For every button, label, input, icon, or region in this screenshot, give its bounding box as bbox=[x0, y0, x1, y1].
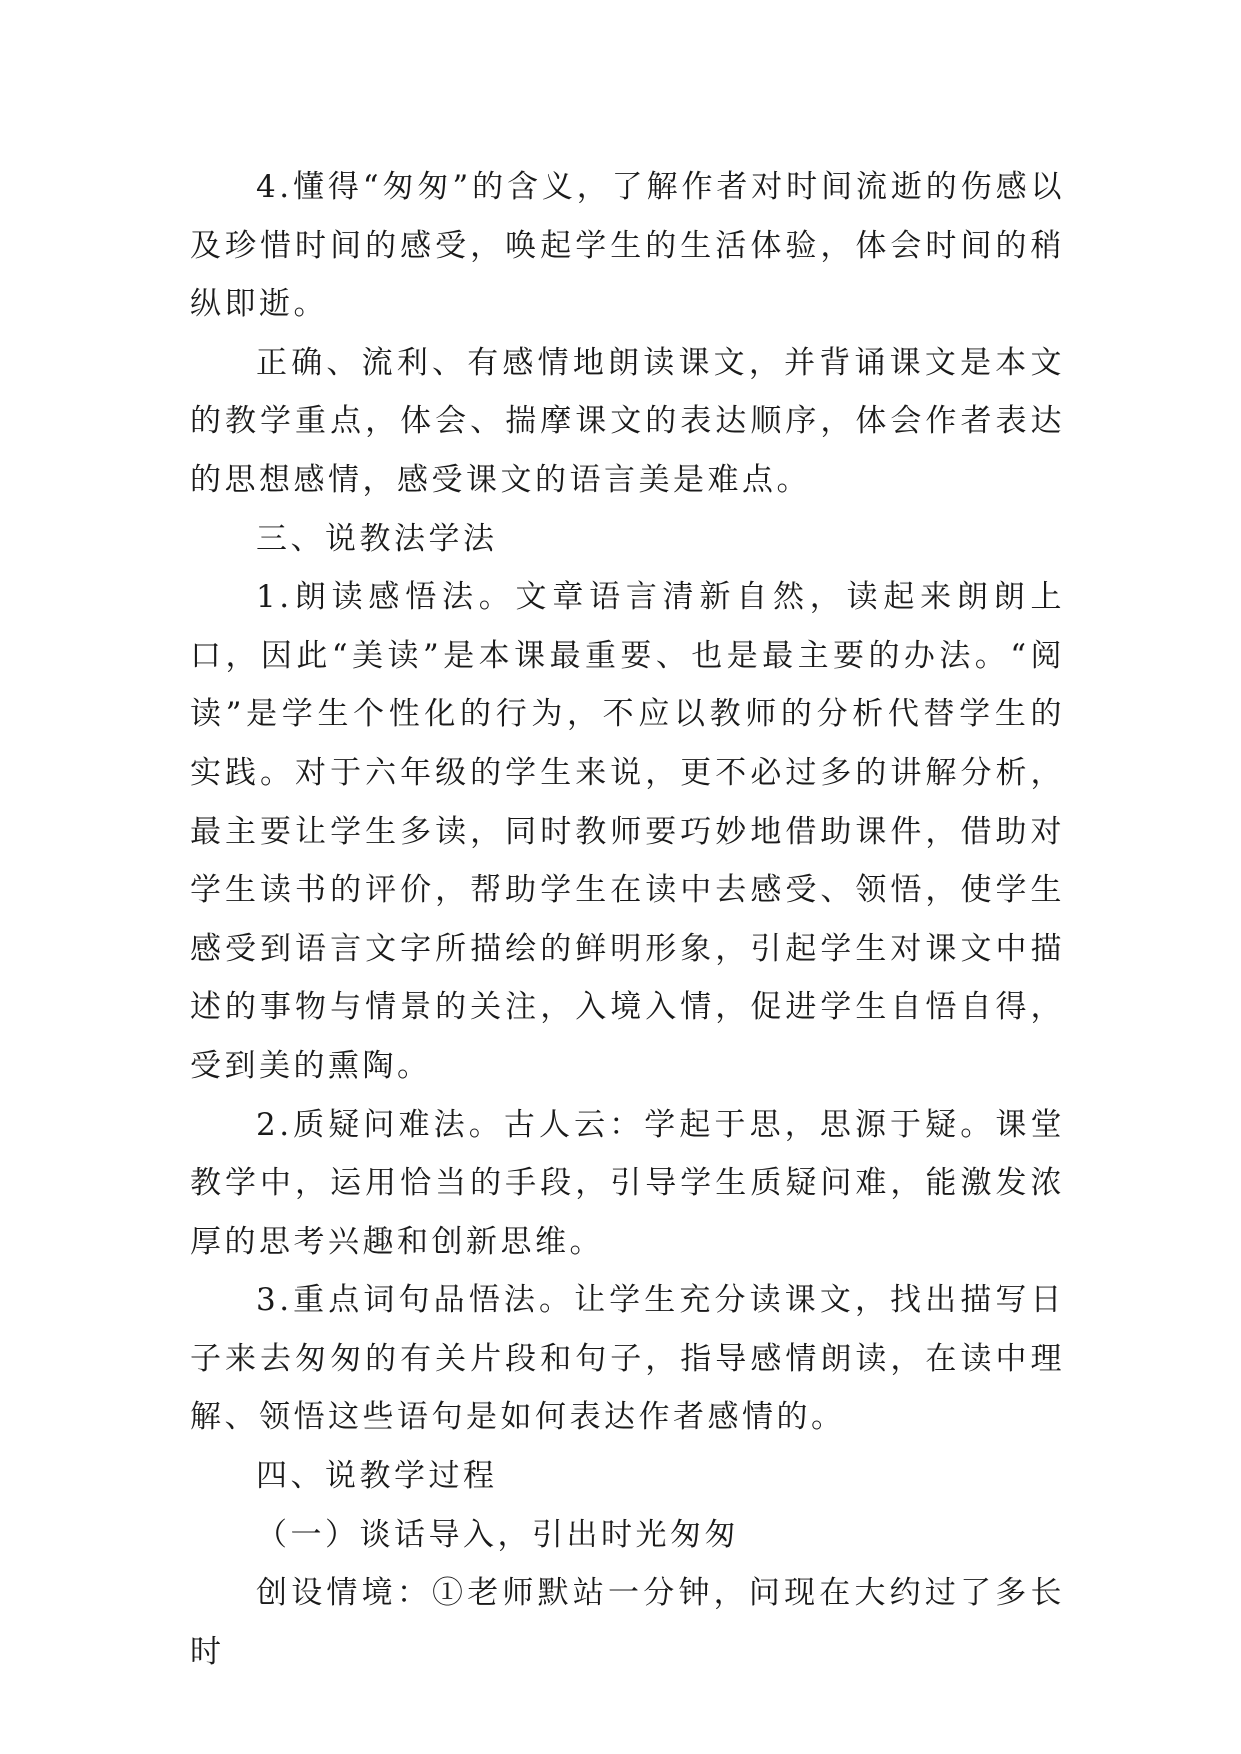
paragraph-method-1: 1.朗读感悟法。文章语言清新自然，读起来朗朗上口，因此“美读”是本课最重要、也是最主要的办法。“阅读”是学生个性化的行为，不应以教师的分析代替学生的实践。对于六年级的学生来说，更不必过多的讲解分析，最主要让学生多读，同时教师要巧妙地借助课件，借助对学生读书的评价，帮助学生在读中去感受、领悟，使学生感受到语言文字所描绘的鲜明形象，引起学生对课文中描述的事物与情景的关注，入境入情，促进学生自悟自得，受到美的熏陶。 bbox=[190, 579, 1065, 1084]
section-heading-teaching-process: 四、说教学过程 bbox=[256, 1458, 498, 1495]
paragraph-method-2: 2.质疑问难法。古人云：学起于思，思源于疑。课堂教学中，运用恰当的手段，引导学生质疑问难，能激发浓厚的思考兴趣和创新思维。 bbox=[190, 1106, 1065, 1260]
subheading-introduction: （一）谈话导入，引出时光匆匆 bbox=[256, 1516, 739, 1553]
section-heading-teaching-methods: 三、说教法学法 bbox=[256, 520, 498, 557]
paragraph-key-points: 正确、流利、有感情地朗读课文，并背诵课文是本文的教学重点，体会、揣摩课文的表达顺序，体会作者表达的思想感情，感受课文的语言美是难点。 bbox=[190, 344, 1065, 498]
paragraph-objective-4: 4.懂得“匆匆”的含义，了解作者对时间流逝的伤感以及珍惜时间的感受，唤起学生的生活体验，体会时间的稍纵即逝。 bbox=[190, 169, 1065, 323]
paragraph-method-3: 3.重点词句品悟法。让学生充分读课文，找出描写日子来去匆匆的有关片段和句子，指导感情朗读，在读中理解、领悟这些语句是如何表达作者感情的。 bbox=[190, 1282, 1065, 1436]
document-body bbox=[190, 158, 1065, 1681]
paragraph-create-situation: 创设情境：①老师默站一分钟，问现在大约过了多长时 bbox=[190, 1575, 1065, 1670]
